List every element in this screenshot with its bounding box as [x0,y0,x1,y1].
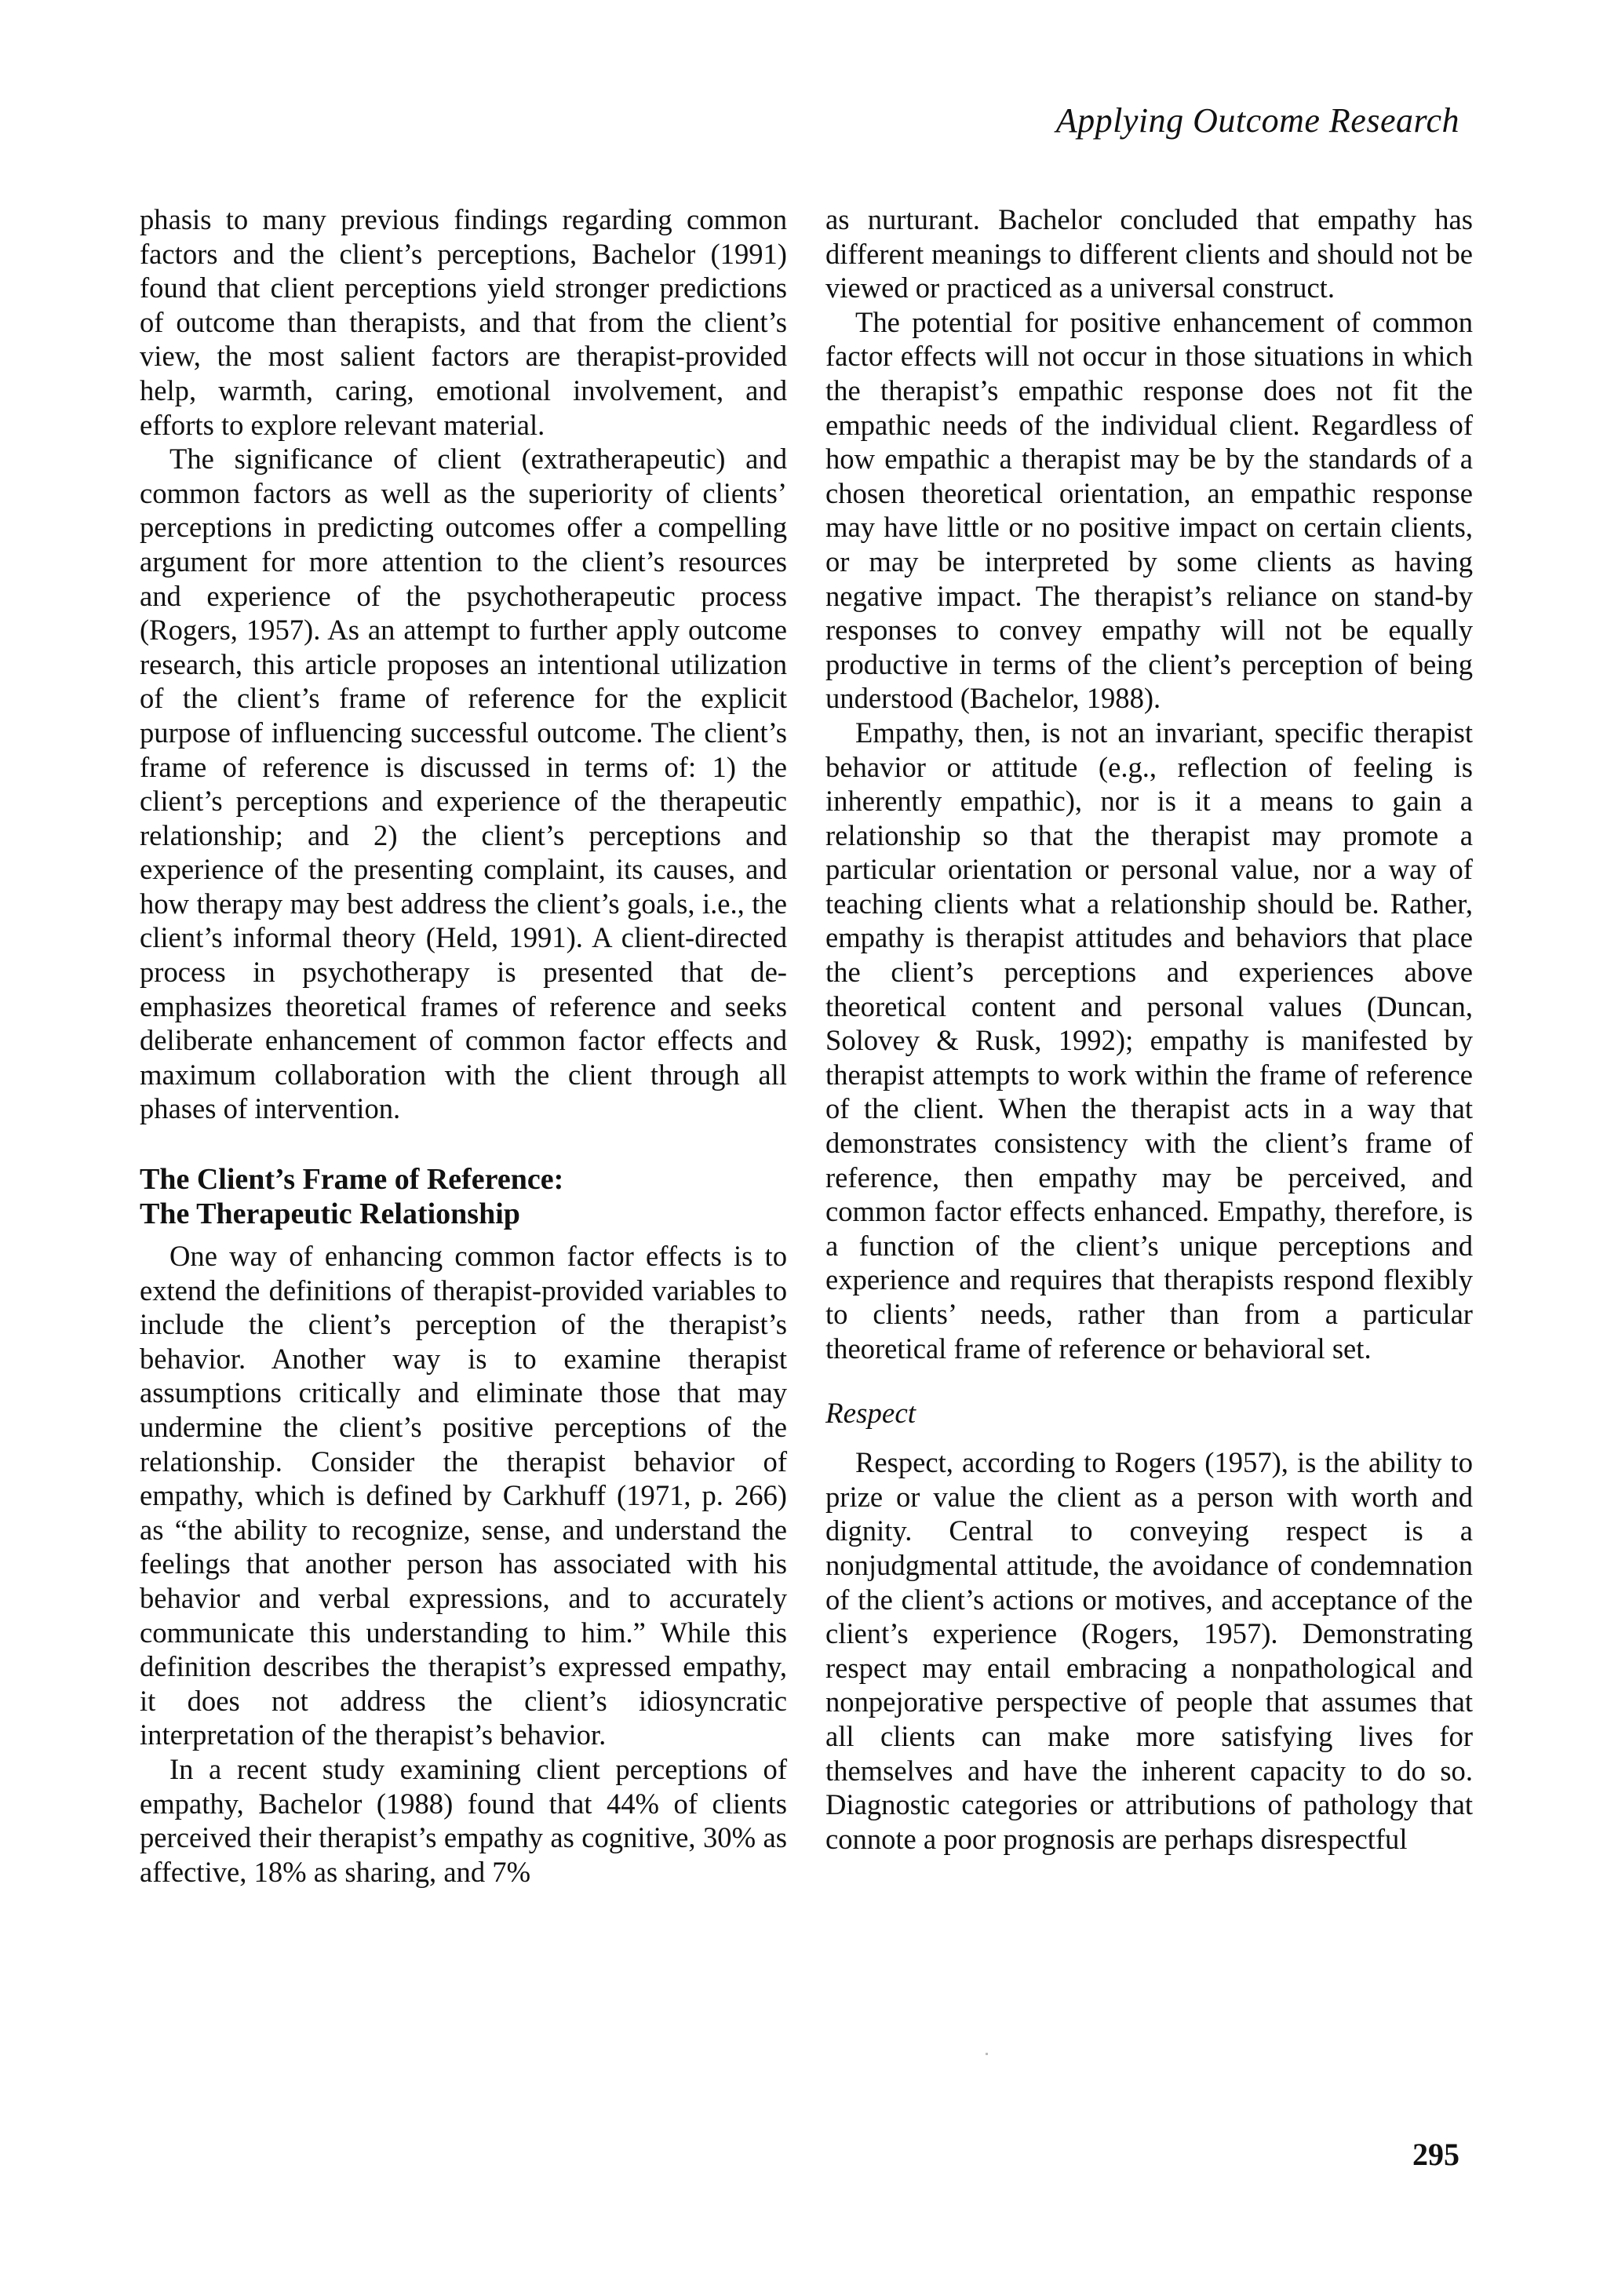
running-head-title: Applying Outcome Research [1055,101,1459,140]
section-heading [140,1162,787,1231]
section-heading-line: The Client’s Frame of Reference: [140,1163,564,1197]
body-paragraph: as nurturant. Bachelor concluded that empathy has different meanings to different clients and should not be viewed or practiced as a universal construct. [825,203,1473,304]
body-paragraph: Empathy, then, is not an invariant, specific therapist behavior or attitude (e.g., reflection of feeling is inherently empathic), nor is it a means to gain a relationship so that the therapist may promote a particular orientation or personal value, nor a way of teaching clients what a relationship should be. Rather, empathy is therapist attitudes and behaviors that place the client’s perceptions and experiences above theoretical content and personal values (Duncan, Solovey & Rusk, 1992); empathy is manifested by therapist attempts to work within the frame of reference of the client. When the therapist acts in a way that demonstrates consistency with the client’s frame of reference, then empathy may be perceived, and common factor effects enhanced. Empathy, therefore, is a function of the client’s unique perceptions and experience and requires that therapists respond flexibly to clients’ needs, rather than from a particular theoretical frame of reference or behavioral set. [825,716,1473,1365]
subsection-heading: Respect [825,1398,916,1430]
scan-speck [986,2053,988,2055]
body-paragraph: The significance of client (extratherapeutic) and common factors as well as the superiority of clients’ perceptions in predicting outcomes offer a compelling argument for more attention to the client’s resources and experience of the psychotherapeutic process (Rogers, 1957). As an attempt to further apply outcome research, this article proposes an intentional utilization of the client’s frame of reference for the explicit purpose of influencing successful outcome. The client’s frame of reference is discussed in terms of: 1) the client’s perceptions and experience of the therapeutic relationship; and 2) the client’s perceptions and experience of the presenting complaint, its causes, and how therapy may best address the client’s goals, i.e., the client’s informal theory (Held, 1991). A client-directed process in psychotherapy is presented that de-emphasizes theoretical frames of reference and seeks deliberate enhancement of common factor effects and maximum collaboration with the client through all phases of intervention. [140,443,787,1125]
body-paragraph: In a recent study examining client perceptions of empathy, Bachelor (1988) found that 44% of clients perceived their therapist’s empathy as cognitive, 30% as affective, 18% as sharing, and 7% [140,1752,787,1888]
section-heading-line: The Therapeutic Relationship [140,1197,520,1231]
body-paragraph: Respect, according to Rogers (1957), is the ability to prize or value the client as a person with worth and dignity. Central to conveying respect is a nonjudgmental attitude, the avoidance of condemnation of the client’s actions or motives, and acceptance of the client’s experience (Rogers, 1957). Demonstrating respect may entail embracing a nonpathological and nonpejorative perspective of people that assumes that all clients can make more satisfying lives for themselves and have the inherent capacity to do so. Diagnostic categories or attributions of pathology that connote a poor prognosis are perhaps disrespectful [825,1446,1473,1855]
page-number: 295 [1412,2137,1459,2172]
body-paragraph: phasis to many previous findings regarding common factors and the client’s perceptions, Bachelor (1991) found that client perceptions yield stronger predictions of outcome than therapists, and that from the client’s view, the most salient factors are therapist-provided help, warmth, caring, emotional involvement, and efforts to explore relevant material. [140,203,787,441]
left-column [140,202,787,1889]
body-paragraph: The potential for positive enhancement of common factor effects will not occur in those situations in which the therapist’s empathic response does not fit the empathic needs of the individual client. Regardless of how empathic a therapist may be by the standards of a chosen theoretical orientation, an empathic response may have little or no positive impact on certain clients, or may be interpreted by some clients as having negative impact. The therapist’s reliance on stand-by responses to convey empathy will not be equally productive in terms of the client’s perception of being understood (Bachelor, 1988). [825,305,1473,715]
right-column [825,202,1473,1856]
body-paragraph: One way of enhancing common factor effects is to extend the definitions of therapist-provided variables to include the client’s perception of the therapist’s behavior. Another way is to examine therapist assumptions critically and eliminate those that may undermine the client’s positive perceptions of the relationship. Consider the therapist behavior of empathy, which is defined by Carkhuff (1971, p. 266) as “the ability to recognize, sense, and understand the feelings that another person has associated with his behavior and verbal expressions, and to accurately communicate this understanding to him.” While this definition describes the therapist’s expressed empathy, it does not address the client’s idiosyncratic interpretation of the therapist’s behavior. [140,1240,787,1751]
